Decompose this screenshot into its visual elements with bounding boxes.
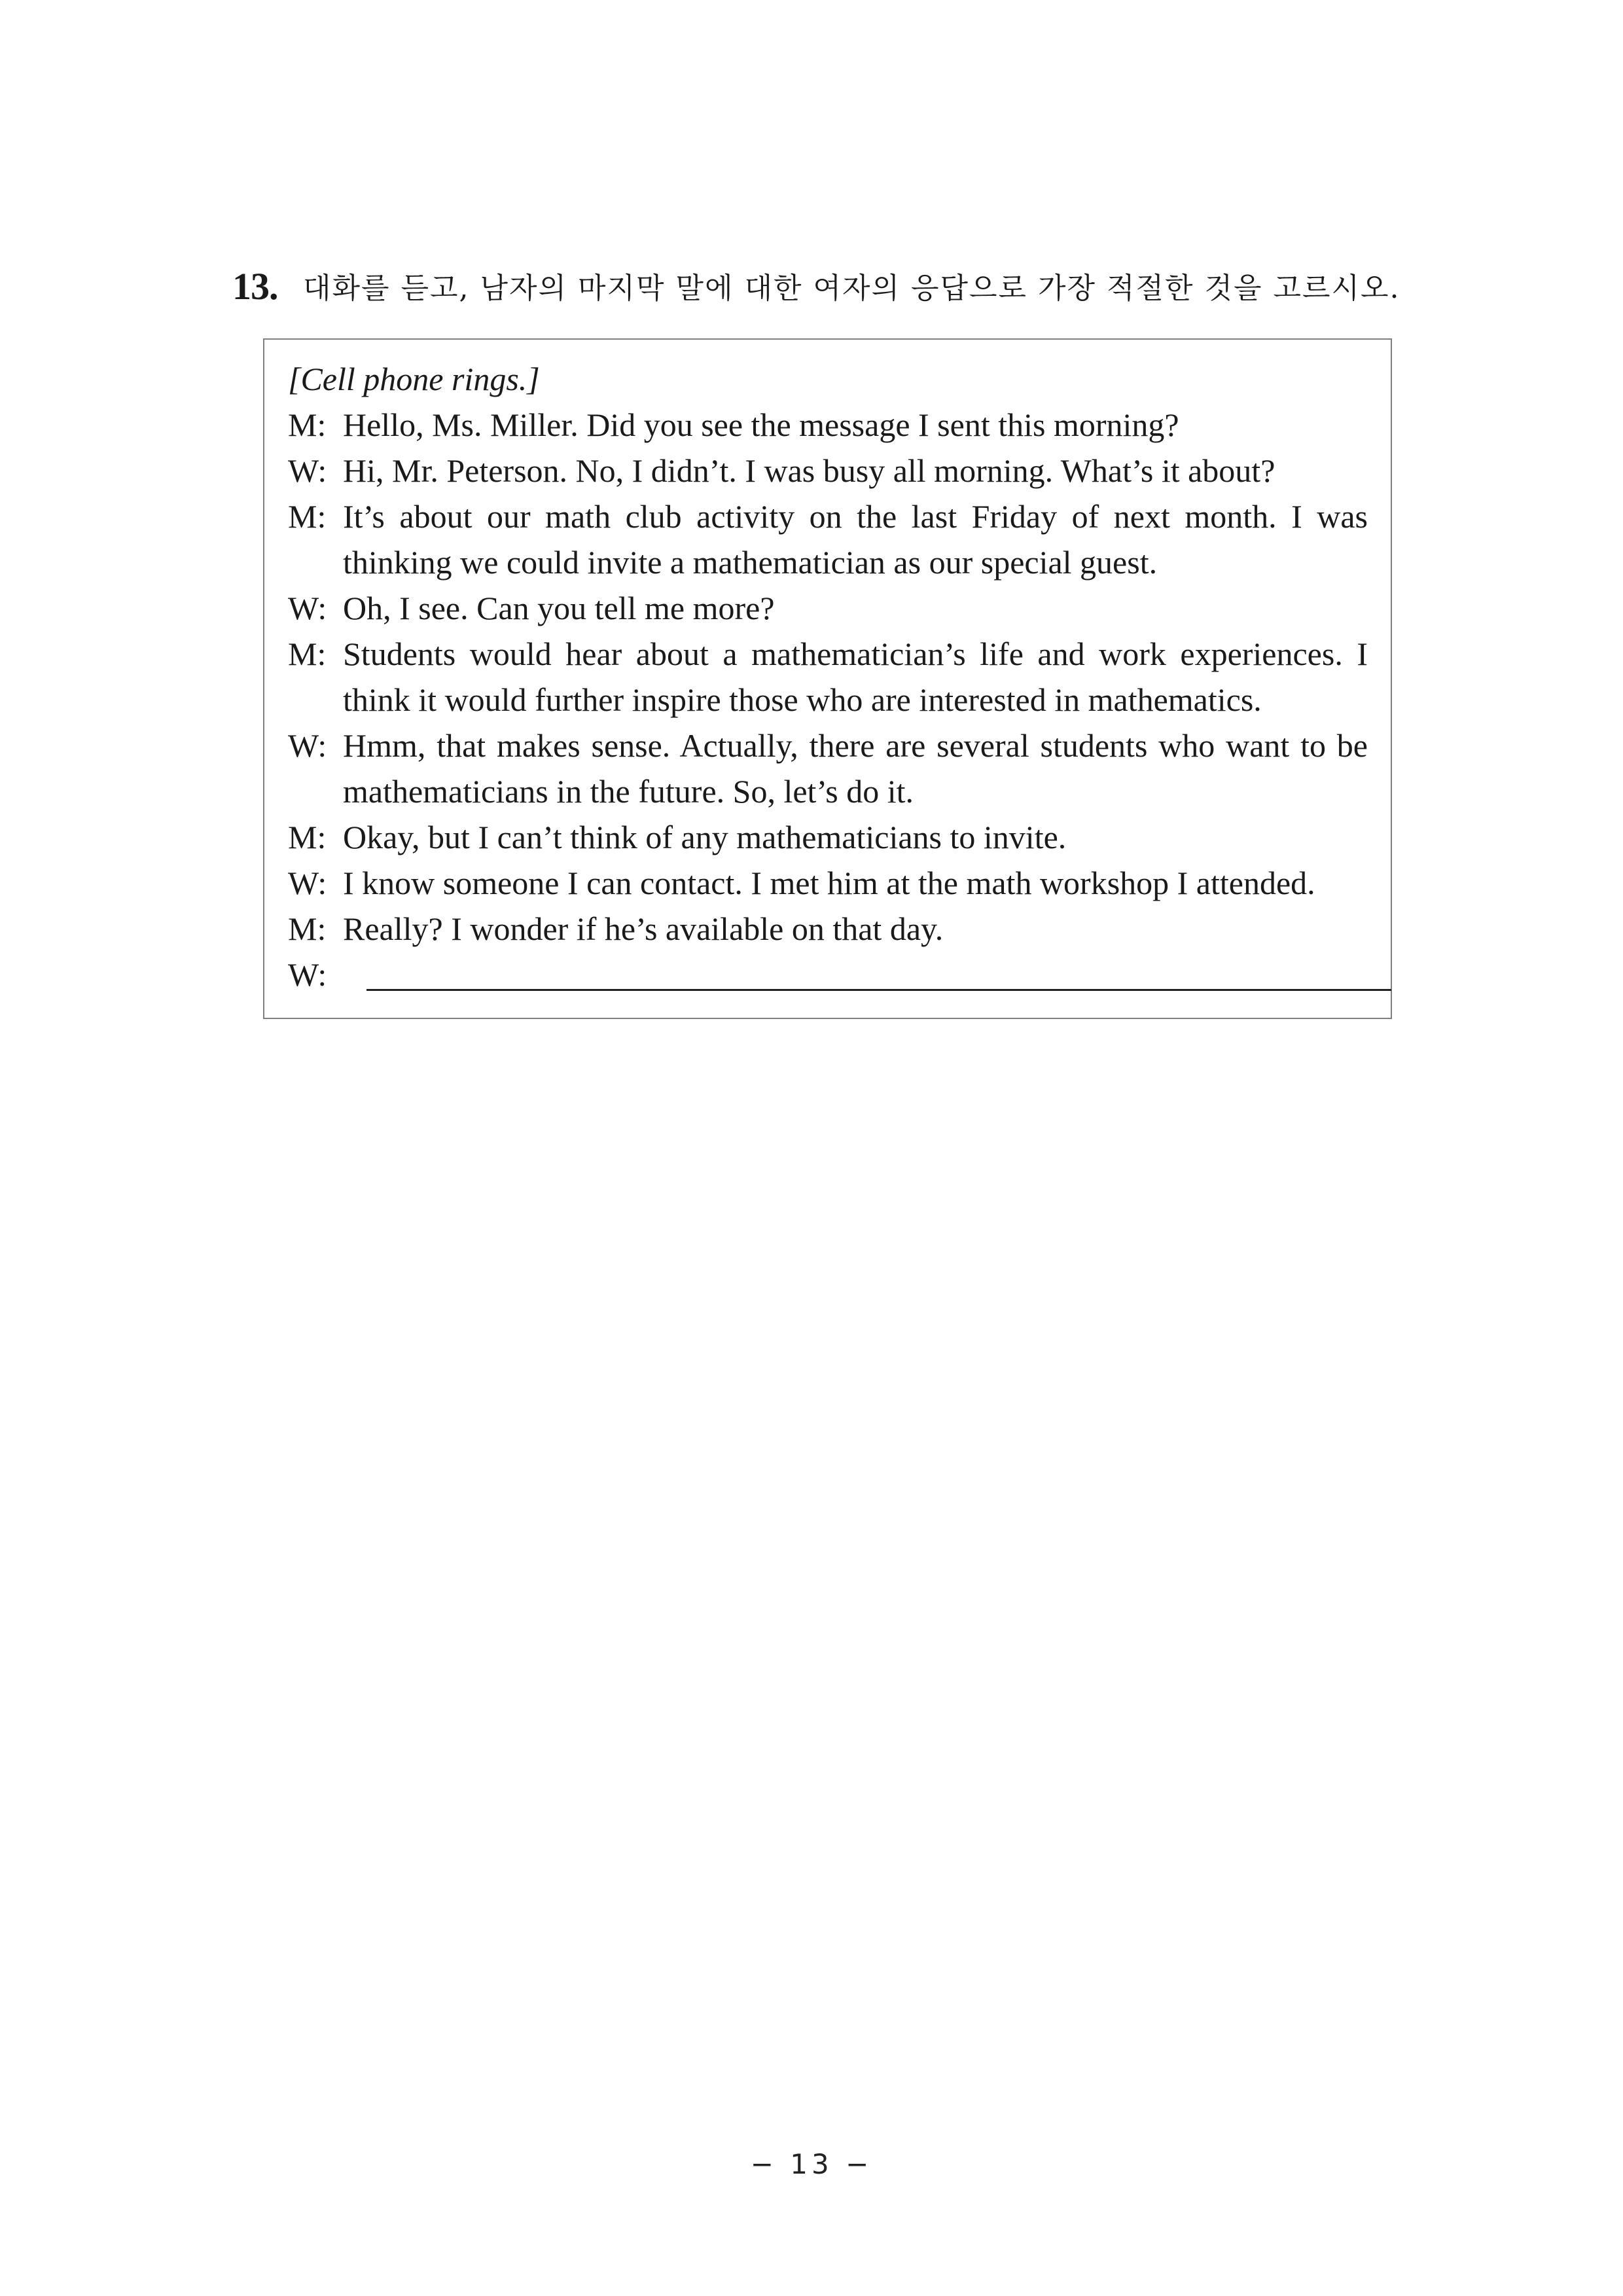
utterance-row: Okay, but I can’t think of any mathematicians to invite. bbox=[343, 819, 1067, 855]
dialogue-line bbox=[288, 493, 1368, 585]
dialogue-line bbox=[288, 448, 1368, 493]
utterance-row: mathematicians in the future. So, let’s do it. bbox=[343, 773, 914, 810]
speaker-label: W: bbox=[288, 590, 327, 626]
utterance bbox=[343, 631, 1368, 723]
question-header bbox=[232, 260, 1400, 313]
utterance bbox=[343, 906, 1368, 952]
speaker-label: M: bbox=[288, 636, 327, 672]
answer-blank bbox=[366, 989, 1391, 991]
utterance-row: It’s about our math club activity on the last Friday of next month. I was bbox=[343, 498, 1368, 535]
utterance-row: Hi, Mr. Peterson. No, I didn’t. I was busy all morning. What’s it about? bbox=[343, 452, 1275, 489]
stage-direction: [Cell phone rings.] bbox=[288, 361, 540, 397]
speaker-label: M: bbox=[288, 498, 327, 535]
speaker-label: M: bbox=[288, 910, 327, 947]
speaker-label: M: bbox=[288, 819, 327, 855]
utterance bbox=[343, 402, 1368, 448]
utterance bbox=[343, 723, 1368, 814]
dialogue-line bbox=[288, 906, 1368, 952]
speaker-label: W: bbox=[288, 452, 327, 489]
utterance-row: Hello, Ms. Miller. Did you see the message I sent this morning? bbox=[343, 406, 1179, 443]
question-number: 13. bbox=[232, 265, 278, 308]
utterance-row: Oh, I see. Can you tell me more? bbox=[343, 590, 775, 626]
utterance bbox=[343, 493, 1368, 585]
dialogue-line bbox=[288, 585, 1368, 631]
utterance bbox=[343, 448, 1368, 493]
dialogue-line bbox=[288, 723, 1368, 814]
speaker-label: W: bbox=[288, 727, 327, 764]
utterance-row: Hmm, that makes sense. Actually, there are several students who want to be bbox=[343, 727, 1368, 764]
speaker-label: W: bbox=[288, 956, 327, 993]
speaker-label: W: bbox=[288, 865, 327, 901]
utterance-row: I know someone I can contact. I met him at the math workshop I attended. bbox=[343, 865, 1315, 901]
utterance-row: think it would further inspire those who are interested in mathematics. bbox=[343, 681, 1262, 718]
page-number: − 13 − bbox=[750, 2148, 873, 2180]
utterance-row: Really? I wonder if he’s available on that day. bbox=[343, 910, 944, 947]
question-instruction: 대화를 듣고, 남자의 마지막 말에 대한 여자의 응답으로 가장 적절한 것을 고르시오. bbox=[303, 272, 1400, 305]
utterance bbox=[343, 860, 1368, 906]
dialogue-line bbox=[288, 631, 1368, 723]
dialogue-line bbox=[288, 402, 1368, 448]
utterance bbox=[343, 585, 1368, 631]
utterance-row: thinking we could invite a mathematician as our special guest. bbox=[343, 544, 1158, 581]
utterance-row: Students would hear about a mathematician’s life and work experiences. I bbox=[343, 636, 1368, 672]
dialogue-line bbox=[288, 860, 1368, 906]
dialogue-box bbox=[263, 338, 1392, 1019]
utterance bbox=[343, 814, 1368, 860]
speaker-label: M: bbox=[288, 406, 327, 443]
dialogue-line bbox=[288, 814, 1368, 860]
